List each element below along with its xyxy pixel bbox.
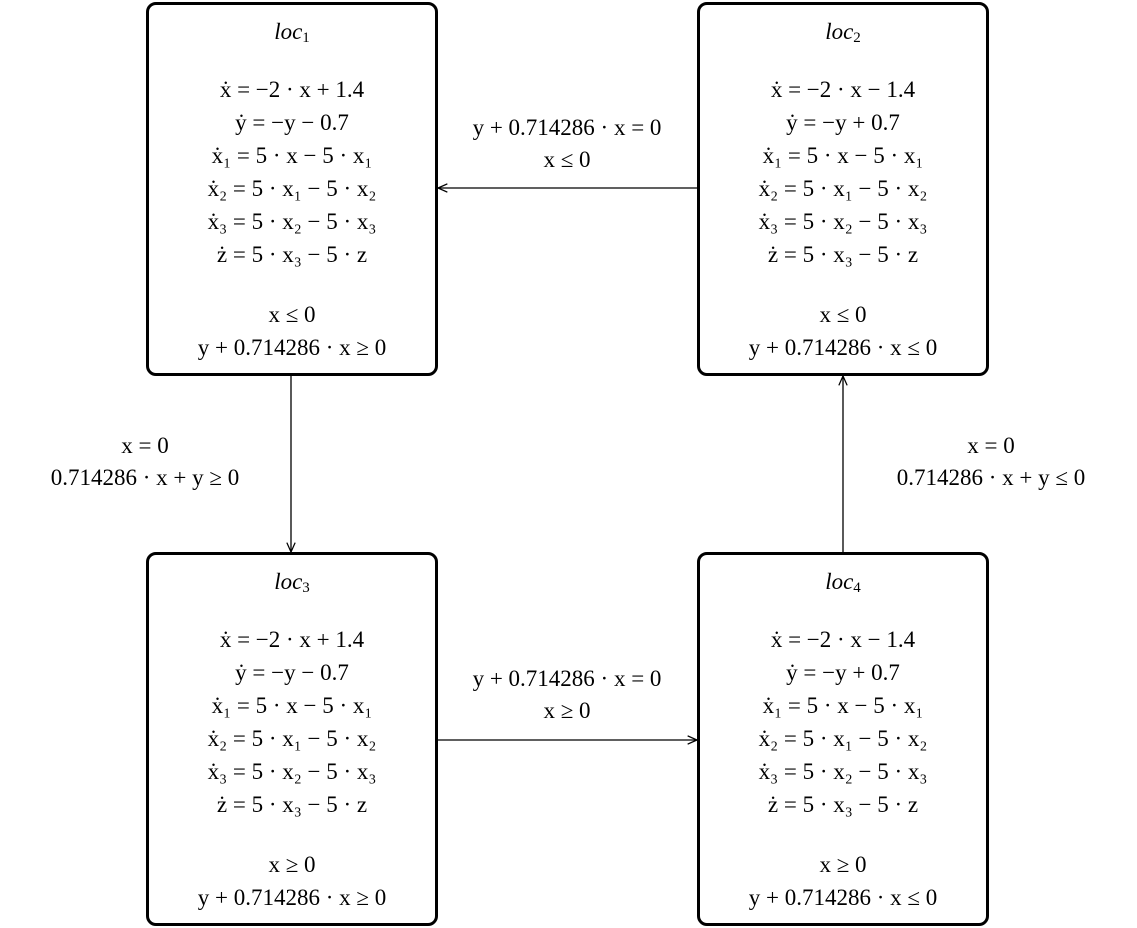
flow-equation: ẋ₁ = 5 · x − 5 · x₁ [762, 143, 924, 168]
flow-equation: ẋ₃ = 5 · x₂ − 5 · x₃ [758, 209, 928, 234]
invariant: y + 0.714286 · x ≤ 0 [748, 335, 938, 360]
invariant: y + 0.714286 · x ≥ 0 [197, 335, 387, 360]
location-title: loc$_2$ [825, 19, 861, 46]
flow-equations [700, 73, 986, 271]
flow-equations [149, 623, 435, 821]
flow-equation: ẋ = −2 · x − 1.4 [770, 627, 916, 652]
flow-equation: ẋ₂ = 5 · x₁ − 5 · x₂ [758, 176, 928, 201]
edge-label-loc3-to-loc4 [444, 663, 690, 727]
location-title: loc$_1$ [274, 19, 310, 46]
invariants [700, 298, 986, 364]
location-title: loc$_4$ [825, 569, 861, 596]
flow-equation: ẋ₂ = 5 · x₁ − 5 · x₂ [207, 726, 377, 751]
flow-equation: ż = 5 · x₃ − 5 · z [767, 792, 919, 817]
flow-equation: ẋ₁ = 5 · x − 5 · x₁ [211, 693, 373, 718]
flow-equation: ẏ = −y + 0.7 [786, 660, 900, 685]
flow-equation: ż = 5 · x₃ − 5 · z [216, 242, 368, 267]
location-loc2 [697, 2, 989, 376]
guard: y + 0.714286 · x = 0 [472, 115, 662, 140]
guard: x ≤ 0 [543, 147, 591, 172]
location-loc4 [697, 552, 989, 926]
edge-label-loc2-to-loc1 [444, 112, 690, 176]
flow-equation: ẋ = −2 · x + 1.4 [219, 627, 365, 652]
edge-label-loc4-to-loc2 [856, 430, 1126, 494]
guard: x = 0 [121, 433, 169, 458]
flow-equation: ẏ = −y − 0.7 [235, 110, 349, 135]
edge-label-loc1-to-loc3 [10, 430, 280, 494]
flow-equation: ẋ = −2 · x − 1.4 [770, 77, 916, 102]
location-loc3 [146, 552, 438, 926]
flow-equation: ż = 5 · x₃ − 5 · z [767, 242, 919, 267]
guard: 0.714286 · x + y ≥ 0 [50, 465, 240, 490]
invariant: y + 0.714286 · x ≥ 0 [197, 885, 387, 910]
flow-equation: ẋ₃ = 5 · x₂ − 5 · x₃ [207, 759, 377, 784]
guard: 0.714286 · x + y ≤ 0 [896, 465, 1086, 490]
flow-equation: ẋ₂ = 5 · x₁ − 5 · x₂ [207, 176, 377, 201]
invariants [149, 298, 435, 364]
flow-equation: ẋ₁ = 5 · x − 5 · x₁ [211, 143, 373, 168]
guard: y + 0.714286 · x = 0 [472, 666, 662, 691]
flow-equation: ẋ₃ = 5 · x₂ − 5 · x₃ [758, 759, 928, 784]
invariants [700, 848, 986, 914]
guard: x ≥ 0 [543, 698, 591, 723]
invariant: y + 0.714286 · x ≤ 0 [748, 885, 938, 910]
location-title: loc$_3$ [274, 569, 310, 596]
location-loc1 [146, 2, 438, 376]
invariants [149, 848, 435, 914]
flow-equation: ẋ₃ = 5 · x₂ − 5 · x₃ [207, 209, 377, 234]
invariant: x ≥ 0 [268, 852, 316, 877]
flow-equations [700, 623, 986, 821]
invariant: x ≤ 0 [268, 302, 316, 327]
flow-equation: ẋ₂ = 5 · x₁ − 5 · x₂ [758, 726, 928, 751]
invariant: x ≥ 0 [819, 852, 867, 877]
invariant: x ≤ 0 [819, 302, 867, 327]
guard: x = 0 [967, 433, 1015, 458]
flow-equation: ẋ = −2 · x + 1.4 [219, 77, 365, 102]
flow-equation: ż = 5 · x₃ − 5 · z [216, 792, 368, 817]
flow-equation: ẋ₁ = 5 · x − 5 · x₁ [762, 693, 924, 718]
flow-equation: ẏ = −y − 0.7 [235, 660, 349, 685]
flow-equation: ẏ = −y + 0.7 [786, 110, 900, 135]
flow-equations [149, 73, 435, 271]
